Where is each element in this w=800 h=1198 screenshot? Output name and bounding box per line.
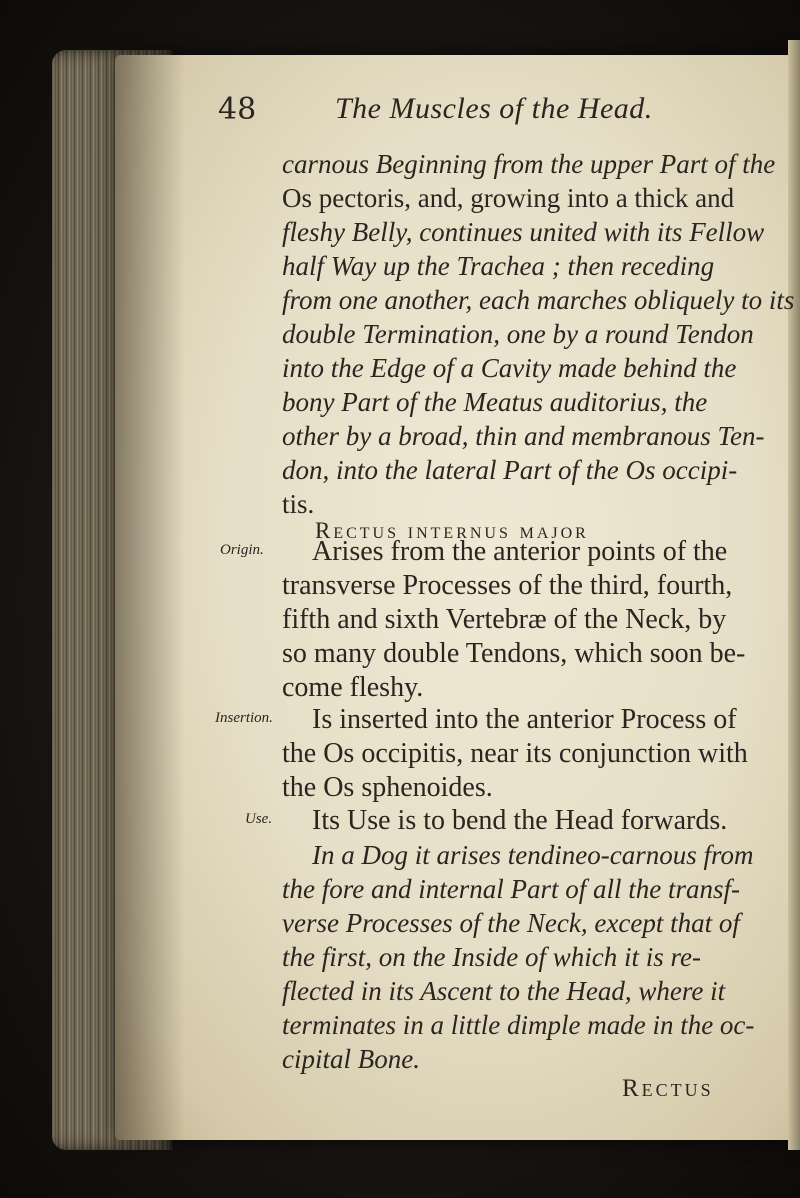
text-line: fifth and sixth Vertebræ of the Neck, by — [282, 604, 727, 635]
text-line: into the Edge of a Cavity made behind the — [282, 353, 737, 383]
text-line: other by a broad, thin and membranous Ten- — [282, 421, 765, 451]
text-line: the first, on the Inside of which it is re- — [282, 942, 701, 972]
text-line: the Os occipitis, near its conjunction with — [282, 738, 748, 769]
text-line: verse Processes of the Neck, except that of — [282, 908, 740, 938]
right-page-edge — [788, 40, 800, 1150]
text-line: double Termination, one by a round Tendon — [282, 319, 754, 349]
text-line: In a Dog it arises tendineo-carnous from — [312, 840, 754, 870]
text-line: tis. — [282, 489, 315, 519]
running-title: The Muscles of the Head. — [335, 92, 653, 125]
text-line: flected in its Ascent to the Head, where it — [282, 976, 726, 1006]
text-line: Is inserted into the anterior Process of — [312, 704, 737, 735]
margin-note-use: Use. — [245, 811, 273, 827]
text-line: transverse Processes of the third, fourth, — [282, 570, 733, 601]
text-line: Os pectoris, and, growing into a thick and — [282, 183, 735, 213]
text-line: the Os sphenoides. — [282, 772, 493, 803]
section-heading: Rectus internus major — [315, 518, 589, 543]
text-line: terminates in a little dimple made in the oc- — [282, 1010, 755, 1040]
text-line: so many double Tendons, which soon be- — [282, 638, 746, 669]
catchword: Rectus — [622, 1075, 714, 1102]
text-line: half Way up the Trachea ; then receding — [282, 251, 715, 281]
use-paragraph: Its Use is to bend the Head forwards. — [312, 805, 728, 836]
margin-note-insertion: Insertion. — [215, 710, 273, 726]
text-line: Arises from the anterior points of the — [312, 536, 728, 567]
page-number: 48 — [218, 92, 257, 127]
text-line: carnous Beginning from the upper Part of the — [282, 149, 776, 179]
text-line: from one another, each marches obliquely to its — [282, 285, 795, 315]
gutter-shadow — [115, 55, 185, 1140]
text-line: fleshy Belly, continues united with its Fellow — [282, 217, 765, 247]
text-line: come fleshy. — [282, 672, 424, 703]
text-line: don, into the lateral Part of the Os occipi- — [282, 455, 738, 485]
text-line: bony Part of the Meatus auditorius, the — [282, 387, 708, 417]
text-line: the fore and internal Part of all the transf- — [282, 874, 740, 904]
margin-note-origin: Origin. — [220, 542, 264, 558]
text-line: cipital Bone. — [282, 1044, 420, 1074]
